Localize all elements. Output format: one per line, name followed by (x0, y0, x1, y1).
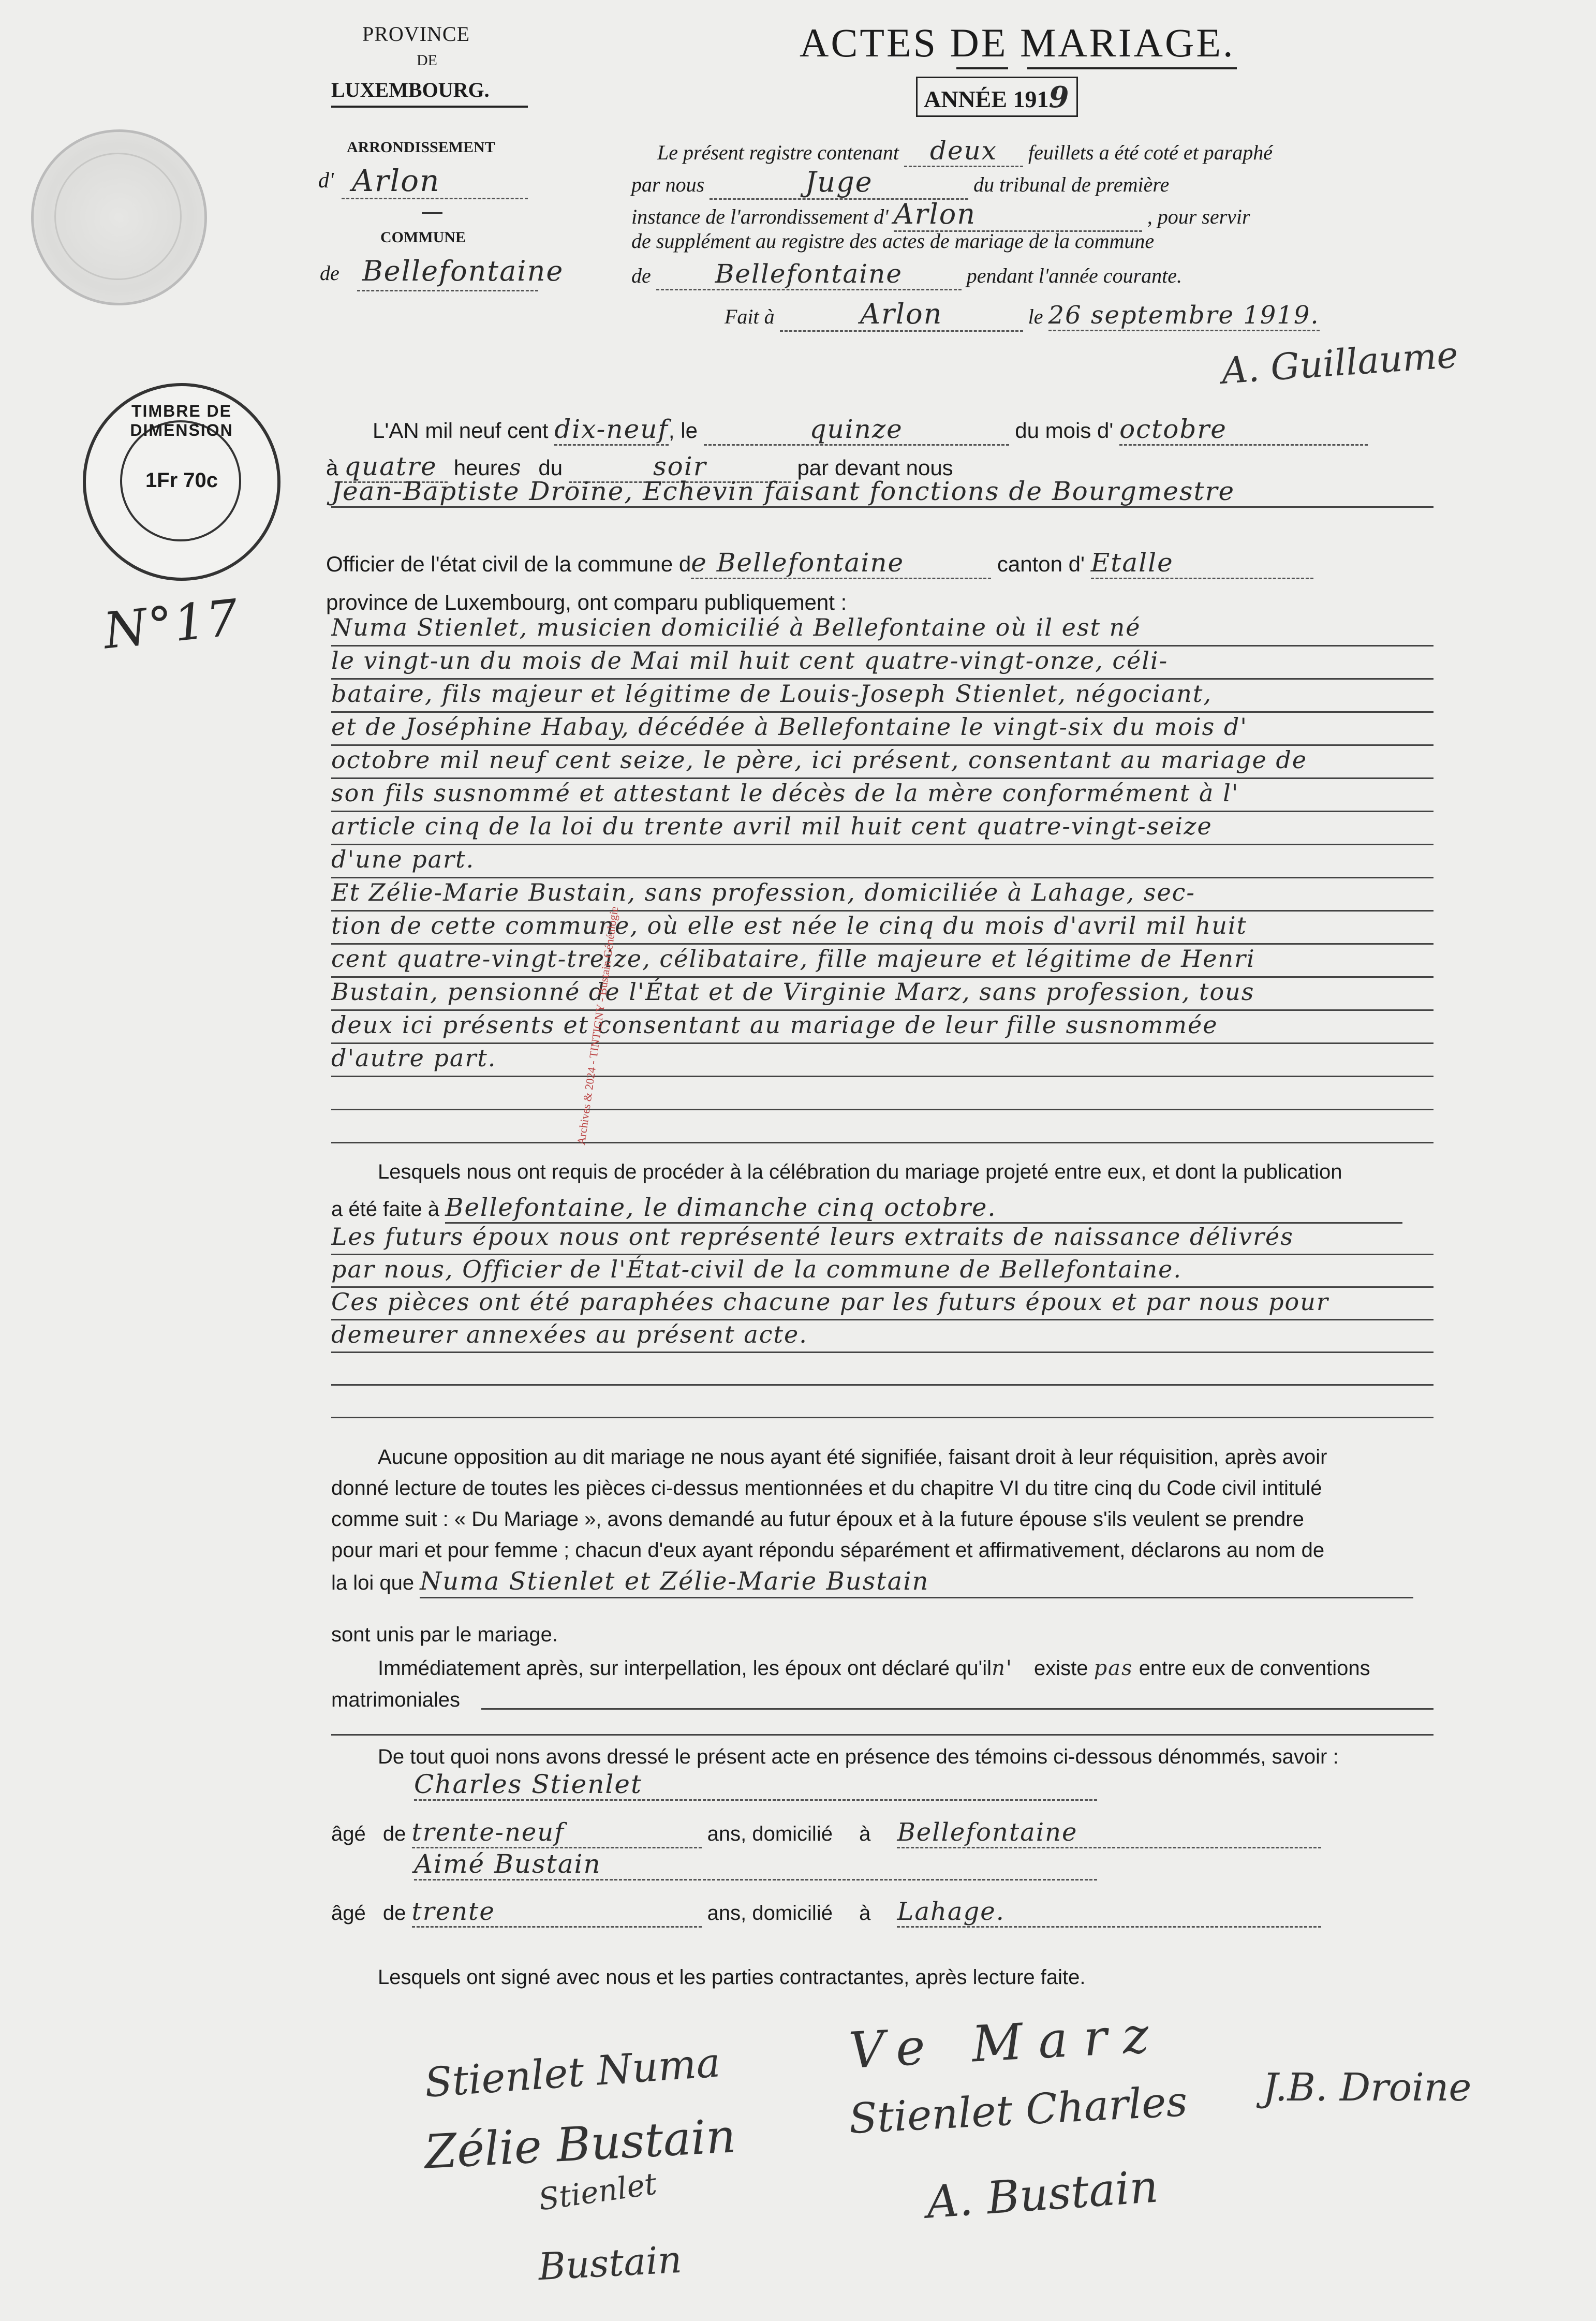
opposition-line-6: sont unis par le mariage. (331, 1623, 558, 1646)
tax-stamp (83, 383, 280, 581)
publication-line-2 (331, 1193, 1402, 1224)
party-line: le vingt-un du mois de Mai mil huit cent quatre-vingt-onze, céli- (331, 647, 1434, 680)
blank-line (331, 1110, 1434, 1143)
party-line: Et Zélie-Marie Bustain, sans profession, domiciliée à Lahage, sec- (331, 878, 1434, 912)
witness-1-age: trente-neuf (412, 1818, 702, 1848)
publication-line: Ces pièces ont été paraphées chacune par les futurs époux et par nous pour (331, 1288, 1434, 1320)
act-l2-period: soir (569, 451, 791, 483)
party-line: d'une part. (331, 845, 1434, 878)
opposition-line-5 (331, 1566, 1439, 1598)
witness-2-de: de (382, 1902, 406, 1925)
opposition-line: Aucune opposition au dit mariage ne nous ayant été signifiée, faisant droit à leur réquisition, après avoir (378, 1446, 1327, 1468)
opposition-line: comme suit : « Du Mariage », avons demandé au futur époux et à la future épouse s'ils veulent se prendre (331, 1508, 1304, 1531)
party-line: Bustain, pensionné de l'État et de Virginie Marz, sans profession, tous (331, 978, 1434, 1011)
act-canton: Etalle (1091, 548, 1313, 579)
witness-1-de: de (382, 1823, 406, 1845)
act-l4-b: canton d' (997, 552, 1085, 576)
act-l1-day: quinze (704, 414, 1009, 446)
act-l2-plural: s (509, 454, 522, 481)
title-underline-de (956, 67, 1008, 69)
witness-1-ans: ans, domicilié (707, 1823, 833, 1845)
witness-2-row (331, 1897, 1321, 1928)
register-line-2 (631, 166, 1169, 200)
conventions-blank-1 (481, 1708, 1434, 1710)
party-line: article cinq de la loi du trente avril mil huit cent quatre-vingt-seize (331, 812, 1434, 845)
conventions-l1-c: entre eux de conventions (1139, 1657, 1370, 1680)
party-line: octobre mil neuf cent seize, le père, ici présent, consentant au mariage de (331, 746, 1434, 779)
blank-line (331, 1077, 1434, 1110)
blank-line (331, 1353, 1434, 1386)
witness-2-domicile: Lahage. (897, 1897, 1321, 1928)
register-l1-b: feuillets a été coté et paraphé (1028, 141, 1273, 164)
act-officer-name: Jean-Baptiste Droine, Echevin faisant fonctions de Bourgmestre (331, 476, 1434, 508)
conventions-line-1 (378, 1656, 1370, 1680)
publication-l2-a: a été faite à (331, 1198, 440, 1221)
publication-line: Les futurs époux nous ont représenté leurs extraits de naissance délivrés (331, 1223, 1434, 1255)
witness-2-ans: ans, domicilié (707, 1902, 833, 1925)
party-line: cent quatre-vingt-treize, célibataire, fille majeure et légitime de Henri (331, 945, 1434, 978)
signature-droine: J.B. Droine (1263, 2065, 1472, 2110)
judge-signature: A. Guillaume (1220, 333, 1460, 392)
act-commune: e Bellefontaine (691, 548, 991, 579)
party-line: et de Joséphine Habay, décédée à Bellefontaine le vingt-six du mois d' (331, 713, 1434, 746)
register-l1-a: Le présent registre contenant (657, 141, 899, 164)
seal-inner-ring (54, 153, 182, 280)
opposition-line: pour mari et pour femme ; chacun d'eux ayant répondu séparément et affirmativement, déclarons au nom de (331, 1539, 1325, 1562)
conventions-pas: pas (1093, 1656, 1133, 1680)
register-l5-hw: Bellefontaine (656, 259, 962, 290)
commune-prefix: de (320, 261, 339, 285)
conventions-l1-a: Immédiatement après, sur interpellation, les époux ont déclaré qu'il (378, 1657, 992, 1680)
act-l2-b: heure (453, 456, 510, 480)
opposition-spouses: Numa Stienlet et Zélie-Marie Bustain (420, 1566, 1413, 1598)
witness-1-age-label: âgé (331, 1823, 366, 1845)
arrondissement-line (342, 198, 528, 199)
commune-value: Bellefontaine (362, 255, 564, 287)
year-handwritten: 9 (1048, 80, 1070, 114)
conventions-line-2: matrimoniales (331, 1688, 460, 1711)
commune-label: COMMUNE (380, 229, 466, 246)
party-line: Numa Stienlet, musicien domicilié à Bellefontaine où il est né (331, 613, 1434, 647)
province-label: PROVINCE (362, 22, 470, 46)
act-line-5: province de Luxembourg, ont comparu publiquement : (326, 590, 847, 614)
witness-1-row (331, 1818, 1321, 1848)
province-underline (331, 106, 528, 108)
act-l1-a: L'AN mil neuf cent (373, 418, 549, 443)
party-line: bataire, fils majeur et légitime de Louis-Joseph Stienlet, négociant, (331, 680, 1434, 713)
witness-1-a: à (859, 1823, 871, 1845)
act-line-4 (326, 548, 1313, 579)
signature-stienlet-small: Stienlet (536, 2166, 659, 2217)
act-l1-c: du mois d' (1015, 418, 1114, 443)
arrondissement-value: Arlon (352, 163, 440, 198)
register-l2-hw: Juge (710, 166, 968, 200)
witness-2-a: à (859, 1902, 871, 1925)
publication-place: Bellefontaine, le dimanche cinq octobre. (445, 1193, 1402, 1224)
tax-stamp-ring-text: TIMBRE DE DIMENSION (130, 402, 233, 439)
watermark-text: Archives & 2024 - TINTIGNY - Bustain Généalogie (574, 905, 621, 1146)
publication-line: demeurer annexées au présent acte. (331, 1320, 1434, 1353)
register-l2-b: du tribunal de première (973, 173, 1170, 196)
party-line: tion de cette commune, où elle est née le cinq du mois d'avril mil huit (331, 912, 1434, 945)
act-l1-b: , le (668, 418, 698, 443)
witness-2-age-label: âgé (331, 1902, 366, 1925)
opposition-l5-a: la loi que (331, 1571, 415, 1594)
publication-intro: Lesquels nous ont requis de procéder à la célébration du mariage projeté entre eux, et dont la publication (378, 1160, 1342, 1183)
witness-1-domicile: Bellefontaine (897, 1818, 1321, 1848)
tax-stamp-value: 1Fr 70c (145, 469, 218, 492)
register-line-3 (631, 198, 1250, 232)
act-l1-month: octobre (1119, 414, 1368, 446)
conventions-n: n' (992, 1656, 1013, 1680)
blank-line (331, 1386, 1434, 1418)
signature-charles: Stienlet Charles (848, 2077, 1189, 2143)
province-name: LUXEMBOURG. (331, 78, 490, 101)
act-l2-d: par devant nous (797, 456, 953, 480)
register-l2-a: par nous (631, 173, 705, 196)
witness-2-name: Aimé Bustain (414, 1849, 1097, 1881)
opposition-block (331, 1442, 1439, 1650)
register-line-1 (657, 136, 1434, 167)
fait-line (725, 298, 1320, 332)
arrondissement-label: ARRONDISSEMENT (347, 139, 495, 156)
conventions-blank-2 (331, 1734, 1434, 1736)
signature-bustain-small: Bustain (537, 2237, 683, 2289)
party-line: deux ici présents et consentant au mariage de leur fille susnommée (331, 1011, 1434, 1044)
document-title: ACTES DE MARIAGE. (800, 20, 1235, 65)
party-line: son fils susnommé et attestant le décès de la mère conformément à l' (331, 779, 1434, 812)
witness-2-age: trente (412, 1897, 702, 1928)
conventions-l1-b: existe (1033, 1657, 1088, 1680)
parties-block (331, 613, 1434, 1143)
province-de: DE (417, 52, 437, 69)
register-l3-b: , pour servir (1147, 205, 1250, 228)
party-line: d'autre part. (331, 1044, 1434, 1077)
publication-lines (331, 1223, 1434, 1418)
fait-date: 26 septembre 1919. (1048, 301, 1320, 331)
year-printed: ANNÉE 191 (924, 86, 1049, 112)
register-l3-hw: Arlon (894, 198, 1142, 232)
act-line-1 (373, 414, 1368, 446)
embossed-seal (31, 129, 207, 305)
signature-zelie: Zélie Bustain (423, 2109, 737, 2180)
fait-place: Arlon (780, 298, 1023, 332)
year-label (916, 77, 1078, 117)
act-l2-hour: quatre (344, 451, 448, 483)
witnesses-intro: De tout quoi nons avons dressé le présent acte en présence des témoins ci-dessous dénommés, savoir : (378, 1745, 1339, 1768)
act-number: N°17 (100, 588, 242, 660)
signature-aime-bustain: A. Bustain (925, 2161, 1160, 2229)
arrondissement-prefix: d' (318, 169, 334, 193)
dash-divider (422, 212, 442, 214)
fait-le: le (1028, 305, 1043, 328)
commune-line (357, 290, 538, 291)
fait-a: Fait à (725, 305, 775, 328)
register-line-5 (631, 259, 1182, 290)
title-underline-mariage (1027, 67, 1237, 69)
act-l2-c: du (538, 456, 563, 480)
signature-numa: Stienlet Numa (423, 2039, 722, 2107)
witness-1-name: Charles Stienlet (414, 1769, 1097, 1801)
register-l5-b: pendant l'année courante. (966, 264, 1182, 287)
act-l2-a: à (326, 456, 338, 480)
register-l5-a: de (631, 264, 651, 287)
opposition-line: donné lecture de toutes les pièces ci-dessus mentionnées et du chapitre VI du titre cinq du Code civil intitulé (331, 1477, 1322, 1500)
act-l4-a: Officier de l'état civil de la commune d (326, 552, 691, 576)
closing-text: Lesquels ont signé avec nous et les parties contractantes, après lecture faite. (378, 1966, 1086, 1989)
register-line-4: de supplément au registre des actes de mariage de la commune (631, 229, 1155, 253)
register-l1-hw: deux (904, 136, 1023, 167)
act-l1-year: dix-neuf (554, 414, 669, 446)
register-l3-a: instance de l'arrondissement d' (631, 205, 889, 228)
signature-marz: Ve Marz (847, 2005, 1166, 2080)
publication-line: par nous, Officier de l'État-civil de la commune de Bellefontaine. (331, 1255, 1434, 1288)
